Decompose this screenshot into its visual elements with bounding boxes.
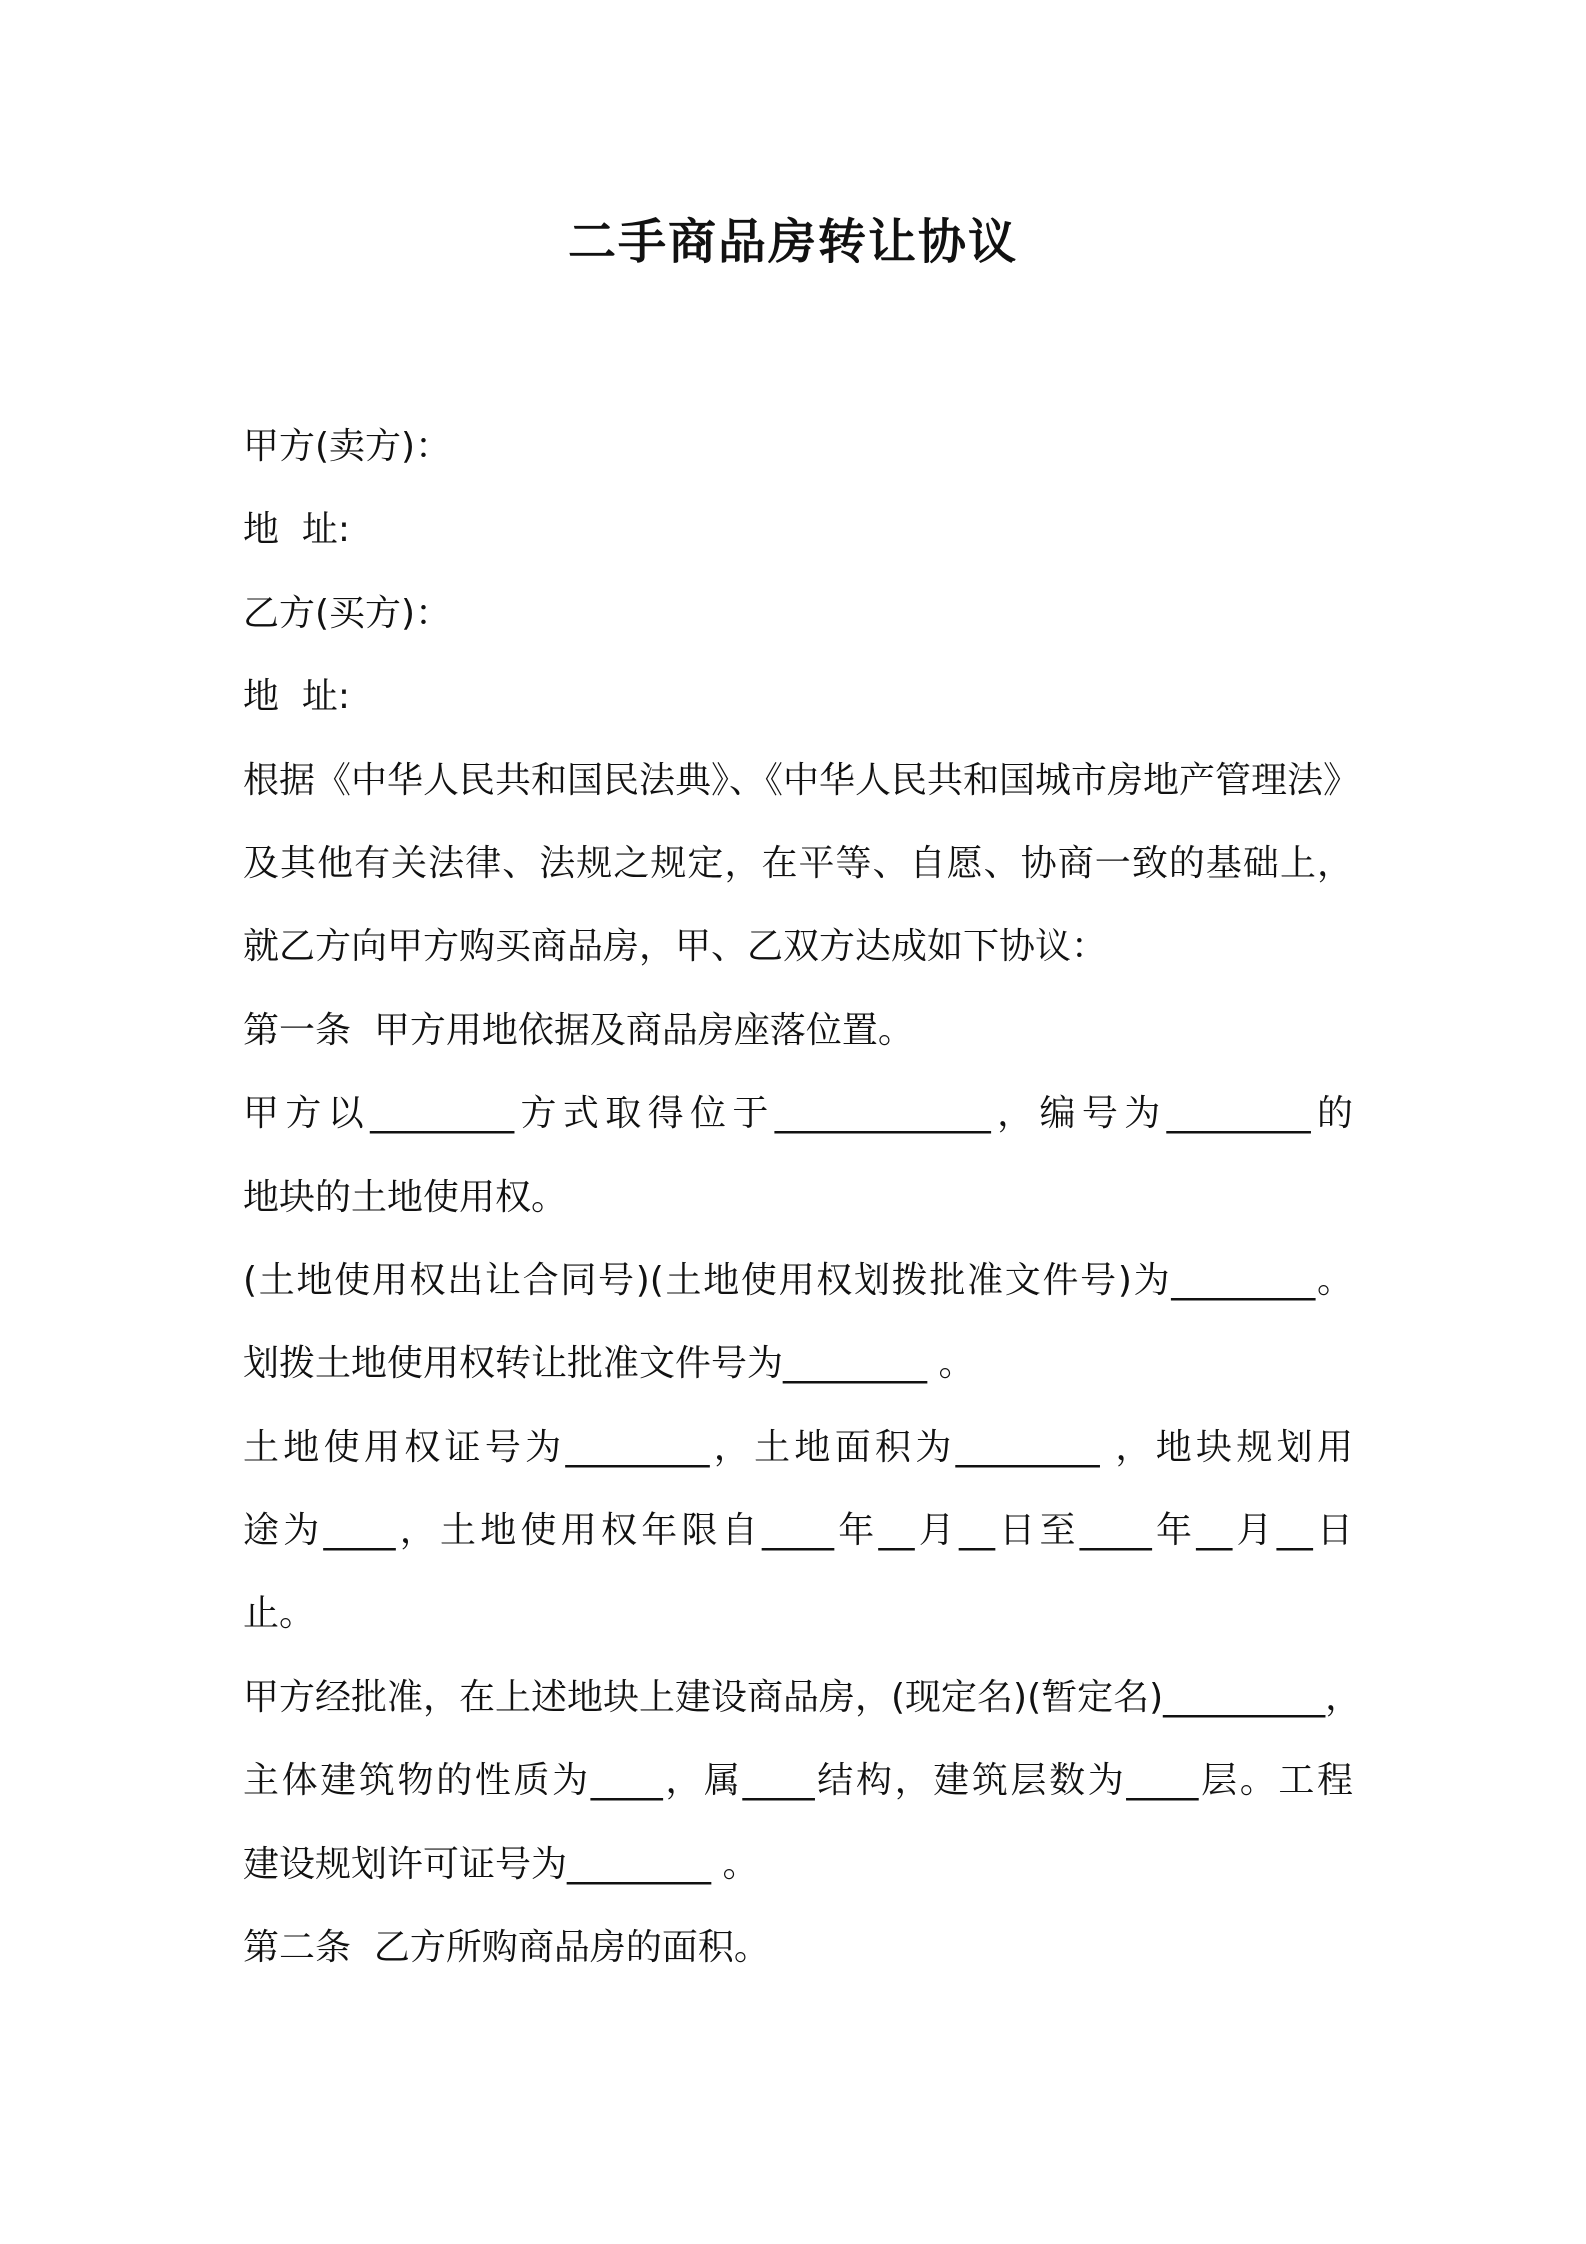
clause-line: 划拨土地使用权转让批准文件号为________ 。 bbox=[243, 1343, 975, 1385]
clause-line: 土地使用权证号为________，土地面积为________ ，地块规划用 bbox=[243, 1426, 1353, 1468]
seller-address-label: 地 址: bbox=[243, 509, 351, 551]
preamble-line: 及其他有关法律、法规之规定，在平等、自愿、协商一致的基础上， bbox=[243, 842, 1353, 884]
clause-line: (土地使用权出让合同号)(土地使用权划拨批准文件号)为________。 bbox=[243, 1259, 1353, 1301]
seller-label: 甲方(卖方)： bbox=[243, 426, 452, 467]
clause-line: 主体建筑物的性质为____，属____结构，建筑层数为____层。工程 bbox=[243, 1760, 1353, 1802]
preamble-line: 根据《中华人民共和国民法典》、《中华人民共和国城市房地产管理法》 bbox=[243, 759, 1360, 801]
buyer-label: 乙方(买方)： bbox=[243, 592, 452, 634]
preamble-line: 就乙方向甲方购买商品房，甲、乙双方达成如下协议： bbox=[243, 926, 1108, 968]
article-heading: 第二条 乙方所购商品房的面积。 bbox=[243, 1927, 770, 1969]
article-heading: 第一条 甲方用地依据及商品房座落位置。 bbox=[243, 1009, 914, 1051]
document-body bbox=[243, 405, 1362, 1989]
buyer-address-label: 地 址: bbox=[243, 676, 351, 718]
clause-line: 甲方以________方式取得位于____________，编号为________的 bbox=[243, 1093, 1353, 1135]
clause-line: 止。 bbox=[243, 1593, 316, 1635]
clause-line: 地块的土地使用权。 bbox=[243, 1176, 568, 1218]
clause-line: 建设规划许可证号为________ 。 bbox=[243, 1843, 759, 1885]
document-title: 二手商品房转让协议 bbox=[567, 214, 1018, 270]
clause-line: 途为____，土地使用权年限自____年__月__日至____年__月__日 bbox=[243, 1510, 1353, 1552]
clause-line: 甲方经批准，在上述地块上建设商品房，(现定名)(暂定名)_________， bbox=[243, 1676, 1362, 1718]
